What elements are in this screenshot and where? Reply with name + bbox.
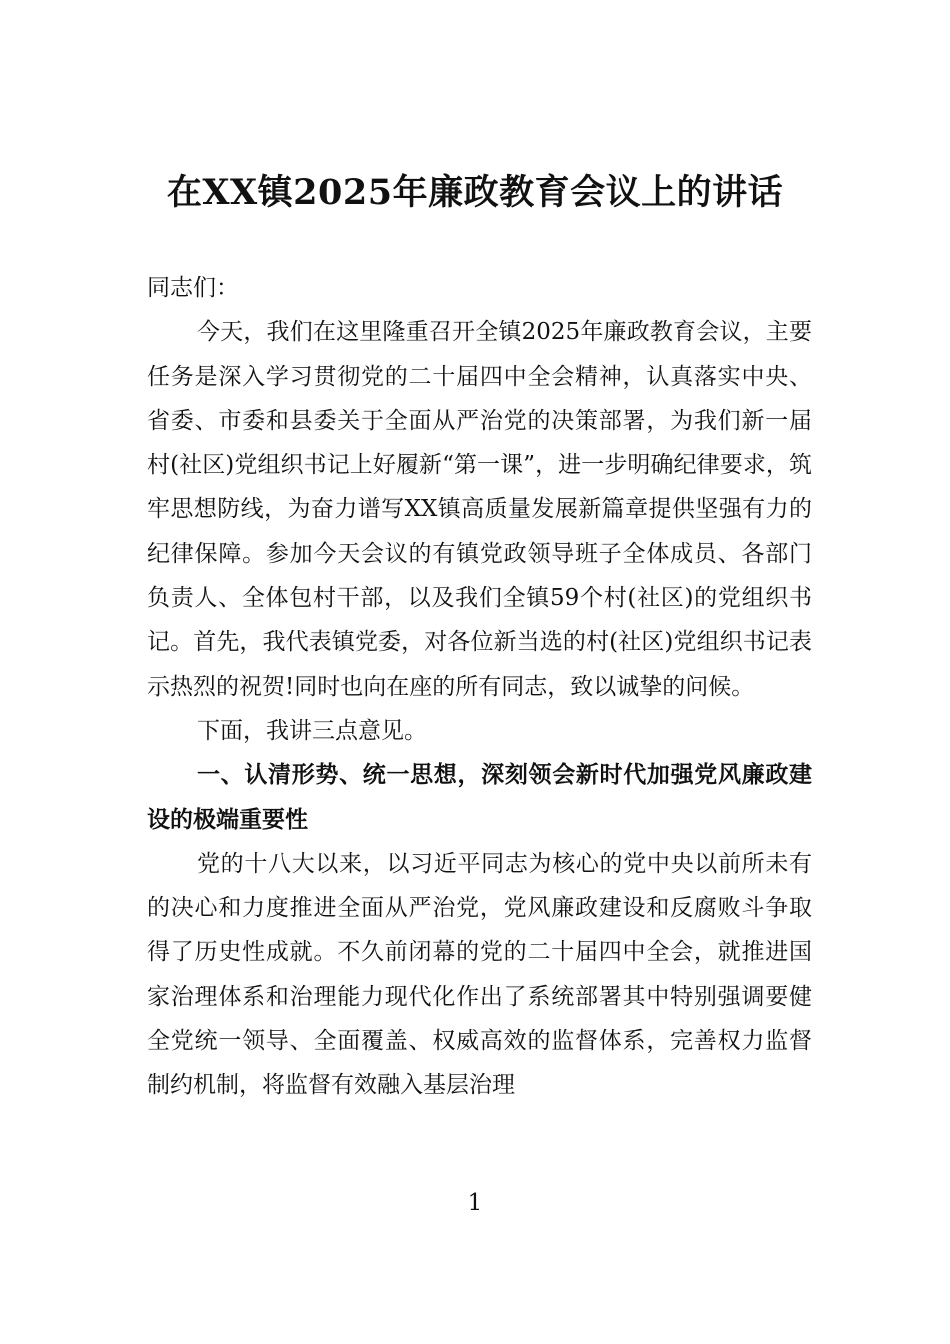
document-title: 在XX镇2025年廉政教育会议上的讲话: [166, 172, 784, 213]
opening-paragraph: 今天，我们在这里隆重召开全镇2025年廉政教育会议，主要任务是深入学习贯彻党的二十届四中全会精神，认真落实中央、省委、市委和县委关于全面从严治党的决策部署，为我们新一届村(社区)党组织书记上好履新“第一课”，进一步明确纪律要求，筑牢思想防线，为奋力谱写XX镇高质量发展新篇章提供坚强有力的纪律保障。参加今天会议的有镇党政领导班子全体成员、各部门负责人、全体包村干部，以及我们全镇59个村(社区)的党组织书记。首先，我代表镇党委，对各位新当选的村(社区)党组织书记表示热烈的祝贺!同时也向在座的所有同志，致以诚挚的问候。: [147, 319, 812, 700]
salutation: 同志们：: [147, 275, 239, 301]
page-number: 1: [467, 1190, 483, 1216]
section-heading: 一、认清形势、统一思想，深刻领会新时代加强党风廉政建设的极端重要性: [147, 762, 812, 833]
transition-paragraph: 下面，我讲三点意见。: [197, 717, 427, 744]
section-paragraph: 党的十八大以来，以习近平同志为核心的党中央以前所未有的决心和力度推进全面从严治党，党风廉政建设和反腐败斗争取得了历史性成就。不久前闭幕的党的二十届四中全会，就推进国家治理体系和治理能力现代化作出了系统部署其中特别强调要健全党统一领导、全面覆盖、权威高效的监督体系，完善权力监督制约机制，将监督有效融入基层治理: [147, 850, 812, 1099]
document-body: [147, 266, 812, 1108]
